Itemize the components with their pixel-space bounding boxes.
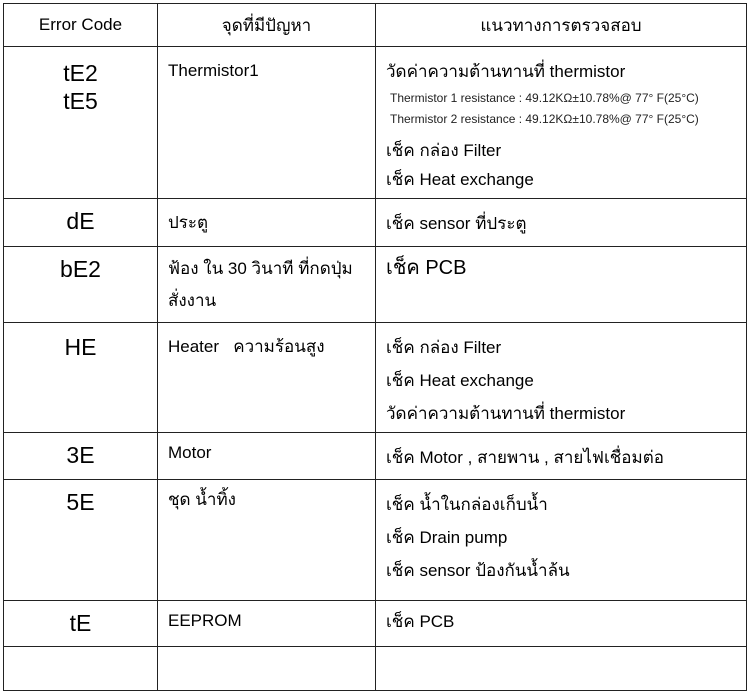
problem-point: Thermistor1 <box>158 47 376 199</box>
error-code: dE <box>4 199 158 247</box>
problem-point: ฟ้อง ใน 30 วินาที ที่กดปุ่ม สั่งงาน <box>158 247 376 323</box>
guide-line: เช็ค PCB <box>386 257 467 279</box>
guide-line: วัดค่าความต้านทานที่ thermistor <box>386 404 626 423</box>
table-row <box>4 47 747 199</box>
empty-row <box>4 647 747 691</box>
inspection-guide <box>376 433 747 480</box>
problem-point: Motor <box>158 433 376 480</box>
guide-line: เช็ค PCB <box>386 612 455 631</box>
error-code: 3E <box>4 433 158 480</box>
table-row <box>4 247 747 323</box>
inspection-guide <box>376 601 747 647</box>
resistance-spec: Thermistor 1 resistance : 49.12KΩ±10.78%@ 77° F(25°C) <box>390 91 699 105</box>
guide-line: เช็ค Heat exchange <box>386 170 534 189</box>
guide-line: เช็ค กล่อง Filter <box>386 338 502 357</box>
header-inspection-guide: แนวทางการตรวจสอบ <box>376 4 747 47</box>
guide-line: เช็ค Drain pump <box>386 528 508 547</box>
guide-line: วัดค่าความต้านทานที่ thermistor <box>386 62 626 81</box>
error-code: tE5 <box>63 88 98 114</box>
error-code: tE <box>4 601 158 647</box>
problem-point: Heater ความร้อนสูง <box>158 323 376 433</box>
resistance-spec: Thermistor 2 resistance : 49.12KΩ±10.78%@ 77° F(25°C) <box>390 112 699 126</box>
guide-line: เช็ค Heat exchange <box>386 371 534 390</box>
error-code: HE <box>4 323 158 433</box>
inspection-guide <box>376 47 747 199</box>
guide-line: เช็ค sensor ป้องกันน้ำล้น <box>386 561 570 580</box>
guide-line: เช็ค sensor ที่ประตู <box>386 214 527 233</box>
error-code: tE2 <box>63 60 98 86</box>
empty-cell <box>158 647 376 691</box>
header-problem-point: จุดที่มีปัญหา <box>158 4 376 47</box>
table-row <box>4 433 747 480</box>
header-row <box>4 4 747 47</box>
inspection-guide <box>376 323 747 433</box>
inspection-guide <box>376 247 747 323</box>
table-row <box>4 323 747 433</box>
guide-line: เช็ค Motor , สายพาน , สายไฟเชื่อมต่อ <box>386 448 664 467</box>
header-error-code: Error Code <box>4 4 158 47</box>
guide-line: เช็ค น้ำในกล่องเก็บน้ำ <box>386 495 548 514</box>
problem-point: EEPROM <box>158 601 376 647</box>
error-code-cell <box>4 47 158 199</box>
problem-point: ชุด น้ำทิ้ง <box>158 480 376 601</box>
inspection-guide <box>376 199 747 247</box>
table-row <box>4 199 747 247</box>
error-code: 5E <box>4 480 158 601</box>
empty-cell <box>4 647 158 691</box>
table-row <box>4 480 747 601</box>
guide-line: เช็ค กล่อง Filter <box>386 141 502 160</box>
problem-point: ประตู <box>158 199 376 247</box>
table-row <box>4 601 747 647</box>
error-code: bE2 <box>4 247 158 323</box>
empty-cell <box>376 647 747 691</box>
error-code-table <box>3 3 747 691</box>
inspection-guide <box>376 480 747 601</box>
